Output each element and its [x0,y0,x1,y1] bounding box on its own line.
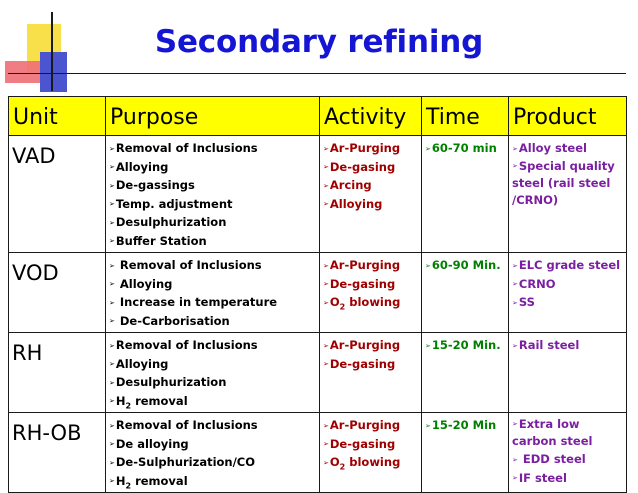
list-item: ➢Arcing [323,176,421,195]
list-item: ➢De-gassings [109,176,319,195]
activity-cell [320,413,422,493]
time-cell [422,253,509,333]
arrow-bullet-icon: ➢ [512,280,518,288]
list-item: ➢SS [512,293,626,312]
table-row [9,333,627,413]
arrow-bullet-icon: ➢ [109,181,115,190]
product-cell [509,136,627,253]
arrow-bullet-icon: ➢ [512,298,518,307]
decor-horizontal-line [8,73,626,74]
list-item: ➢Alloying [109,355,319,374]
time-cell [422,413,509,493]
arrow-bullet-icon: ➢ [512,474,518,482]
arrow-bullet-icon: ➢ [109,477,115,485]
arrow-bullet-icon: ➢ [109,200,115,208]
list-item: ➢Removal of Inclusions [109,336,319,355]
list-item: ➢Rail steel [512,336,626,355]
arrow-bullet-icon: ➢ [109,317,115,325]
arrow-bullet-icon: ➢ [425,341,431,350]
arrow-bullet-icon: ➢ [512,161,518,170]
arrow-bullet-icon: ➢ [323,298,329,307]
list-item: ➢ Removal of Inclusions [109,256,319,275]
product-cell [509,333,627,413]
list-item: ➢Ar-Purging [323,336,421,355]
arrow-bullet-icon: ➢ [323,163,329,171]
arrow-bullet-icon: ➢ [109,261,115,270]
list-item: ➢CRNO [512,275,626,294]
decor-red-bar [5,61,45,83]
arrow-bullet-icon: ➢ [109,360,115,368]
list-item: ➢ Alloying [109,275,319,294]
list-item: ➢Removal of Inclusions [109,139,319,158]
list-item: ➢15-20 Min [425,416,508,435]
header-activity: Activity [320,97,422,136]
header-time: Time [422,97,509,136]
list-item: ➢Alloying [109,158,319,177]
refining-table [8,96,627,493]
product-cell [509,413,627,493]
arrow-bullet-icon: ➢ [109,440,115,448]
arrow-bullet-icon: ➢ [109,163,115,171]
unit-cell: VOD [9,253,106,333]
arrow-bullet-icon: ➢ [109,237,115,245]
arrow-bullet-icon: ➢ [323,341,329,350]
purpose-cell [106,136,320,253]
activity-cell [320,253,422,333]
list-item: ➢ Increase in temperature [109,293,319,312]
list-item: ➢Desulphurization [109,213,319,232]
list-item: ➢De-Sulphurization/CO [109,453,319,472]
arrow-bullet-icon: ➢ [323,181,329,190]
arrow-bullet-icon: ➢ [109,298,115,307]
table-header-row [9,97,627,136]
arrow-bullet-icon: ➢ [323,458,329,467]
arrow-bullet-icon: ➢ [425,144,431,153]
list-item: ➢Temp. adjustment [109,195,319,214]
arrow-bullet-icon: ➢ [109,397,115,405]
list-item: ➢ELC grade steel [512,256,626,275]
unit-cell: RH [9,333,106,413]
activity-cell [320,136,422,253]
arrow-bullet-icon: ➢ [512,420,518,428]
list-item: ➢Desulphurization [109,373,319,392]
arrow-bullet-icon: ➢ [512,455,518,464]
table-row [9,253,627,333]
arrow-bullet-icon: ➢ [512,144,518,153]
list-item: ➢Ar-Purging [323,256,421,275]
arrow-bullet-icon: ➢ [109,280,115,288]
list-item: ➢Ar-Purging [323,416,421,435]
arrow-bullet-icon: ➢ [323,360,329,368]
header-product: Product [509,97,627,136]
list-item: $➢O_2$ blowing [323,455,401,472]
arrow-bullet-icon: ➢ [323,421,329,430]
arrow-bullet-icon: ➢ [109,378,115,387]
arrow-bullet-icon: ➢ [512,261,518,270]
unit-cell: VAD [9,136,106,253]
table-row [9,136,627,253]
list-item: ➢Buffer Station [109,232,319,251]
header-unit: Unit [9,97,106,136]
arrow-bullet-icon: ➢ [425,261,431,270]
table-row [9,413,627,493]
list-item: ➢De alloying [109,435,319,454]
list-item: ➢De-gasing [323,355,421,374]
list-item: ➢15-20 Min. [425,336,508,355]
arrow-bullet-icon: ➢ [109,421,115,430]
list-item: ➢60-70 min [425,139,508,158]
list-item: ➢60-90 Min. [425,256,508,275]
arrow-bullet-icon: ➢ [425,421,431,430]
arrow-bullet-icon: ➢ [109,218,115,227]
list-item: ➢De-gasing [323,435,421,454]
arrow-bullet-icon: ➢ [323,200,329,208]
list-item: ➢De-gasing [323,275,421,294]
arrow-bullet-icon: ➢ [323,440,329,448]
time-cell [422,333,509,413]
list-item: ➢IF steel [512,469,626,488]
list-item: ➢Alloy steel [512,139,626,158]
list-item: ➢ EDD steel [512,450,626,469]
arrow-bullet-icon: ➢ [323,261,329,270]
unit-cell: RH-OB [9,413,106,493]
header-purpose: Purpose [106,97,320,136]
purpose-cell [106,253,320,333]
list-item: $➢H_2$ removal [109,393,188,410]
purpose-cell [106,413,320,493]
activity-cell [320,333,422,413]
purpose-cell [106,333,320,413]
product-cell [509,253,627,333]
list-item: ➢Ar-Purging [323,139,421,158]
arrow-bullet-icon: ➢ [323,280,329,288]
time-cell [422,136,509,253]
list-item: ➢Special quality steel (rail steel /CRNO) [512,158,615,207]
slide-title: Secondary refining [154,24,484,60]
list-item: $➢O_2$ blowing [323,295,401,312]
arrow-bullet-icon: ➢ [109,458,115,467]
arrow-bullet-icon: ➢ [109,144,115,153]
arrow-bullet-icon: ➢ [512,341,518,350]
list-item: ➢Extra low carbon steel [512,417,593,448]
list-item: ➢Alloying [323,195,421,214]
list-item: $➢H_2$ removal [109,473,188,490]
arrow-bullet-icon: ➢ [323,144,329,153]
list-item: ➢De-gasing [323,158,421,177]
arrow-bullet-icon: ➢ [109,341,115,350]
list-item: ➢Removal of Inclusions [109,416,319,435]
list-item: ➢ De-Carborisation [109,312,319,331]
